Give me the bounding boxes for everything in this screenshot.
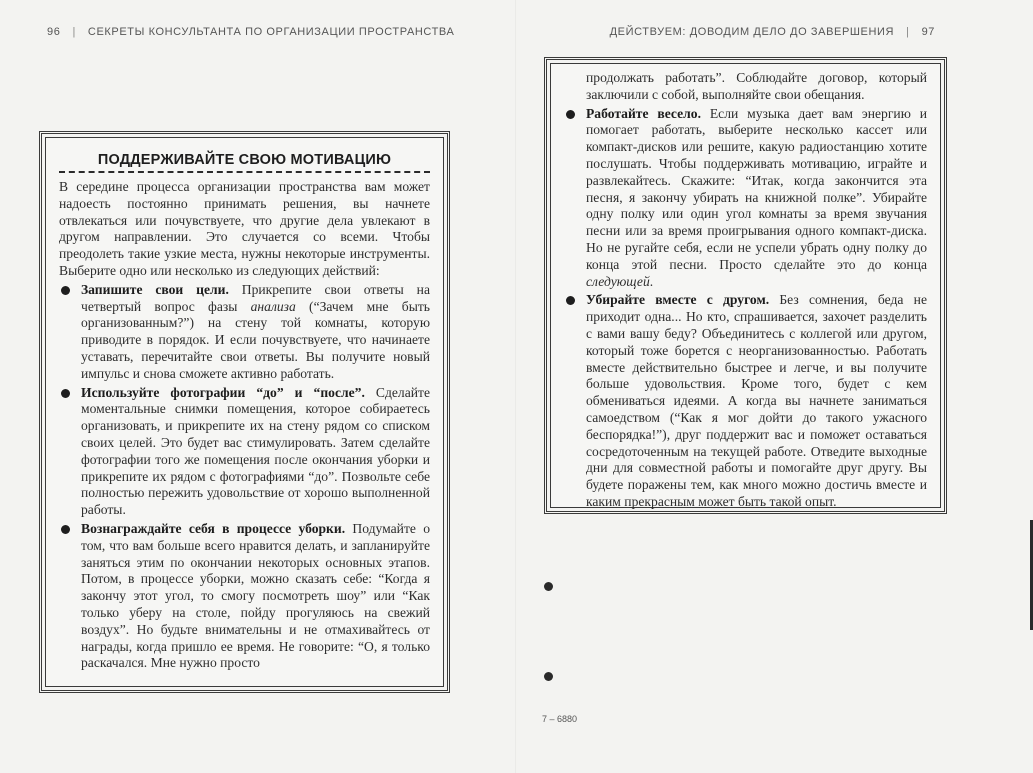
tip-text: . xyxy=(649,273,654,289)
left-running-header xyxy=(47,26,454,38)
bullet-icon xyxy=(566,110,575,119)
bullet-icon xyxy=(566,296,575,305)
bullet-icon xyxy=(61,389,70,398)
header-separator: | xyxy=(72,26,76,38)
bullet-icon xyxy=(61,286,70,295)
right-page-number: 97 xyxy=(921,26,935,38)
left-running-title: СЕКРЕТЫ КОНСУЛЬТАНТА ПО ОРГАНИЗАЦИИ ПРОСТРАНСТВА xyxy=(87,26,455,38)
tip-lead: Используйте фотографии “до” и “после”. xyxy=(81,384,365,400)
list-item xyxy=(59,385,430,519)
tip-text: (“Зачем мне быть организованным?”) на стену той комнаты, которую приводите в порядок. И если почувствуете, что начинаете уставать, перечитайте свои ответы. Вы получите новый импульс и снова сможете активно работать. xyxy=(81,298,430,381)
tip-lead: Запишите свои цели. xyxy=(81,281,229,297)
tip-text: Подумайте о том, что вам больше всего нравится делать, и запланируйте заняться этим по окончании некоторых основных этапов. Потом, в процессе уборки, можно сказать себе: “Когда я закончу этот угол, то смогу посмотреть шоу” или “Как только уберу на столе, пойду прогуляюсь на свежий воздух”. Но будьте внимательны и не отмахивайтесь от награды, когда пришло ее время. Не говорите: “О, я только раскачался. Мне нужно просто xyxy=(81,520,430,671)
tip-text: Если музыка дает вам энергию и помогает работать, выберите несколько кассет или компакт-дисков или решите, какую радиостанцию хотите послушать. Чтобы поддерживать мотивацию, играйте и развлекайтесь. Скажите: “Итак, когда закончится эта песня, я закончу убирать на книжной полке”. Убирайте одну полку или один угол комнаты за время звучания песни или за время проигрывания одного компакт-диска. Но не ругайте себя, если не успели убрать одну полку до конца этой песни. Просто сделайте это до конца xyxy=(586,105,928,272)
list-item xyxy=(59,521,430,672)
list-item xyxy=(564,292,927,510)
tip-emphasis: анализа xyxy=(250,298,296,314)
bullet-icon xyxy=(544,582,553,591)
list-item xyxy=(564,106,927,291)
left-page-number: 96 xyxy=(47,26,61,38)
tip-lead: Работайте весело. xyxy=(586,105,701,121)
continuation-text: продолжать работать”. Соблюдайте договор, который заключили с собой, выполняйте свои обещания. xyxy=(586,70,927,102)
title-dashed-rule xyxy=(59,171,430,173)
book-gutter xyxy=(515,0,517,773)
tip-text: Прикрепите свои ответы на четвертый вопрос фазы xyxy=(81,281,430,314)
tips-list xyxy=(564,106,927,511)
tip-emphasis: следующей xyxy=(586,273,650,289)
bullet-icon xyxy=(61,525,70,534)
tip-text: Без сомнения, беда не приходит одна... Но кто, спрашивается, захочет разделить с вами вашу беду? Объединитесь с коллегой или другом, который тоже борется с неорганизованностью. Работать вместе действительно быстрее и легче, и вы получите больше удовольствия. Кроме того, будет с кем обмениваться идеями. А когда вы начнете заниматься самоедством (“Как я мог дойти до такого ужасного беспорядка!”), друг поддержит вас и поможет оставаться сосредоточенным на текущей работе. Отведите выходные дни для совместной работы и помогайте друг другу. Вы будете поражены тем, как много можно достичь вместе и каким прекрасным может быть такой опыт. xyxy=(586,292,927,509)
sidebar-title: ПОДДЕРЖИВАЙТЕ СВОЮ МОТИВАЦИЮ xyxy=(97,152,392,168)
list-item xyxy=(59,282,430,383)
bullet-icon xyxy=(544,672,553,681)
right-running-header xyxy=(610,26,935,38)
tip-text: Сделайте моментальные снимки помещения, которое собираетесь организовать, и прикрепите их на стену рядом со списком своих целей. Это будет вас стимулировать. Затем сделайте фотографии того же помещения после окончания уборки и прикрепите их рядом с фотографиями “до”. Позвольте себе полностью пережить удовольствие от хорошо выполненной работы. xyxy=(81,384,430,518)
right-running-title: ДЕЙСТВУЕМ: ДОВОДИМ ДЕЛО ДО ЗАВЕРШЕНИЯ xyxy=(609,26,895,38)
header-separator: | xyxy=(906,26,910,38)
tips-list xyxy=(59,282,430,672)
motivation-sidebar-box xyxy=(39,131,450,693)
motivation-sidebar-continued xyxy=(544,57,947,514)
tip-lead: Убирайте вместе с другом. xyxy=(586,292,770,308)
tip-lead: Вознаграждайте себя в процессе уборки. xyxy=(81,520,346,536)
signature-folio: 7 – 6880 xyxy=(542,714,578,724)
sidebar-intro: В середине процесса организации пространства вам может надоесть постоянно принимать решения, вы начнете отвлекаться или почувствуете, что другие дела увлекают в другом направлении. Это случается со всеми. Чтобы преодолеть такие узкие места, нужны некоторые инструменты. Выберите одно или несколько из следующих действий: xyxy=(59,179,430,278)
